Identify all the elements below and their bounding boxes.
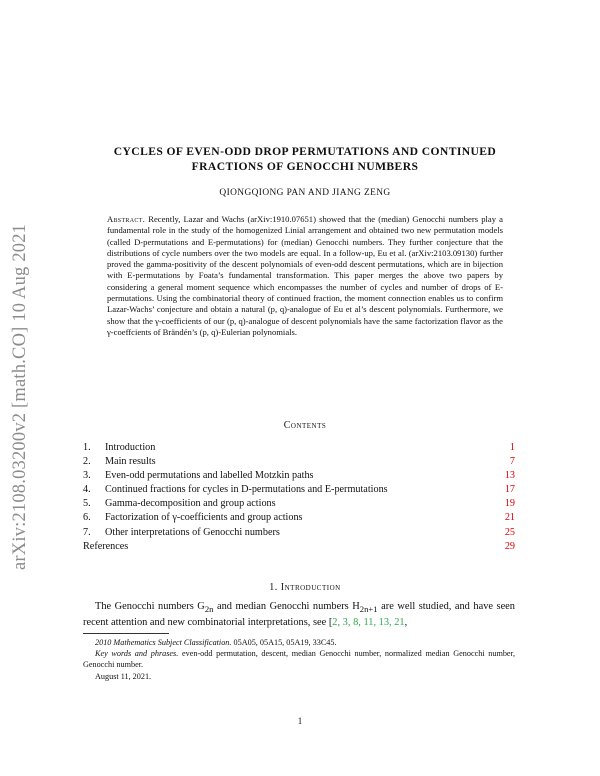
toc-label: Introduction bbox=[105, 442, 156, 453]
toc-entry-introduction[interactable] bbox=[83, 441, 515, 455]
toc-label: Continued fractions for cycles in D-permutations and E-permutations bbox=[105, 484, 388, 496]
intro-text: , bbox=[404, 617, 408, 629]
keywords-text: even-odd permutation, descent, median Genocchi number, normalized median Genocchi number, Genocchi number. bbox=[83, 649, 516, 670]
citation-links[interactable]: 2, 3, 8, 11, 13, 21 bbox=[332, 617, 405, 629]
paper-title bbox=[60, 144, 550, 174]
msc-text: 05A05, 05A15, 05A19, 33C45. bbox=[233, 638, 337, 647]
section-heading-introduction: 1. Introduction bbox=[269, 582, 341, 593]
abstract-heading: Abstract. bbox=[107, 214, 146, 224]
msc-label: 2010 Mathematics Subject Classification. bbox=[95, 638, 232, 647]
abstract-text: Recently, Lazar and Wachs (arXiv:1910.07651) showed that the (median) Genocchi numbers play a fundamental role in the study of the homogenized Linial arrangement and obtained two new permutation models (called D-permutations and E-permutations) for (median) Genocchi numbers. They further conjecture that the distributions of cycle numbers over the two models are equal. In a follow-up, Eu et al. (arXiv:2103.09130) further proved the gamma-positivity of the descent polynomials of even-odd descent permutations, which are in bijection with E-permutations by Foata’s fundamental transformation. This paper merges the above two papers by considering a general moment sequence which encompasses the number of cycles and number of drops of E-permutations. Using the combinatorial theory of continued fraction, the moment connection enables us to confirm Lazar-Wachs’ conjecture and obtain a natural (p, q)-analogue of Eu et al’s descent polynomials. Furthermore, we show that the γ-coefficients of our (p, q)-analogue of descent polynomials have the same factorization flavor as the γ-coeffcients of Brändén’s (p, q)-Eulerian polynomials. bbox=[107, 214, 503, 337]
toc-entry-continued-fractions[interactable] bbox=[83, 483, 515, 497]
toc-page-link[interactable]: 29 bbox=[504, 540, 515, 552]
toc-label: Factorization of γ-coefficients and group actions bbox=[105, 512, 303, 524]
title-line-1: CYCLES OF EVEN-ODD DROP PERMUTATIONS AND CONTINUED bbox=[113, 145, 497, 158]
contents-heading: Contents bbox=[283, 420, 327, 431]
toc-entry-even-odd-permutations[interactable] bbox=[83, 469, 515, 483]
footnote-date: August 11, 2021. bbox=[95, 671, 152, 681]
intro-text: The Genocchi numbers G bbox=[95, 601, 205, 612]
toc-entry-main-results[interactable] bbox=[83, 455, 515, 469]
authors: QIONGQIONG PAN AND JIANG ZENG bbox=[219, 188, 391, 198]
toc-number: 3. bbox=[83, 470, 91, 482]
subscript: 2n bbox=[204, 604, 214, 615]
toc-label: Even-odd permutations and labelled Motzkin paths bbox=[105, 470, 314, 482]
toc-page-link[interactable]: 25 bbox=[504, 526, 515, 538]
page-number: 1 bbox=[297, 716, 303, 726]
keywords-label: Key words and phrases. bbox=[95, 649, 179, 659]
toc-entry-factorization[interactable] bbox=[83, 511, 515, 525]
toc-entry-references[interactable] bbox=[83, 540, 515, 554]
toc-page-link[interactable]: 19 bbox=[504, 498, 515, 510]
toc-entry-other-interpretations[interactable] bbox=[83, 526, 515, 540]
subscript: 2n+1 bbox=[359, 604, 378, 615]
toc-label: Main results bbox=[105, 456, 156, 468]
toc-label: Gamma-decomposition and group actions bbox=[105, 498, 276, 510]
toc-number: 6. bbox=[83, 512, 91, 524]
arxiv-identifier[interactable]: arXiv:2108.03200v2 [math.CO] 10 Aug 2021 bbox=[10, 223, 30, 570]
toc-number: 7. bbox=[83, 526, 91, 538]
abstract bbox=[107, 214, 503, 338]
footnote-rule bbox=[83, 633, 169, 634]
footnotes bbox=[83, 637, 515, 682]
toc-page-link[interactable]: 21 bbox=[504, 512, 515, 524]
title-line-2: FRACTIONS OF GENOCCHI NUMBERS bbox=[191, 160, 419, 173]
toc-page-link[interactable]: 17 bbox=[504, 484, 515, 496]
table-of-contents bbox=[83, 441, 515, 554]
toc-page-link[interactable]: 7 bbox=[509, 456, 515, 468]
toc-label: Other interpretations of Genocchi numbers bbox=[105, 526, 280, 538]
intro-text: and median Genocchi numbers H bbox=[213, 601, 360, 612]
footnote-msc bbox=[83, 637, 515, 648]
intro-text: are well studied, and have seen recent attention and new combinatorial interpretations, see [ bbox=[83, 601, 515, 629]
toc-number: 4. bbox=[83, 484, 91, 496]
toc-entry-gamma-decomposition[interactable] bbox=[83, 497, 515, 511]
introduction-paragraph bbox=[83, 600, 515, 630]
toc-page-link[interactable]: 13 bbox=[504, 470, 515, 482]
toc-number: 1. bbox=[83, 442, 91, 453]
toc-number: 5. bbox=[83, 498, 91, 510]
toc-label: References bbox=[83, 540, 129, 552]
footnote-keywords bbox=[83, 648, 515, 670]
toc-number: 2. bbox=[83, 456, 91, 468]
toc-page-link[interactable]: 1 bbox=[509, 442, 515, 453]
